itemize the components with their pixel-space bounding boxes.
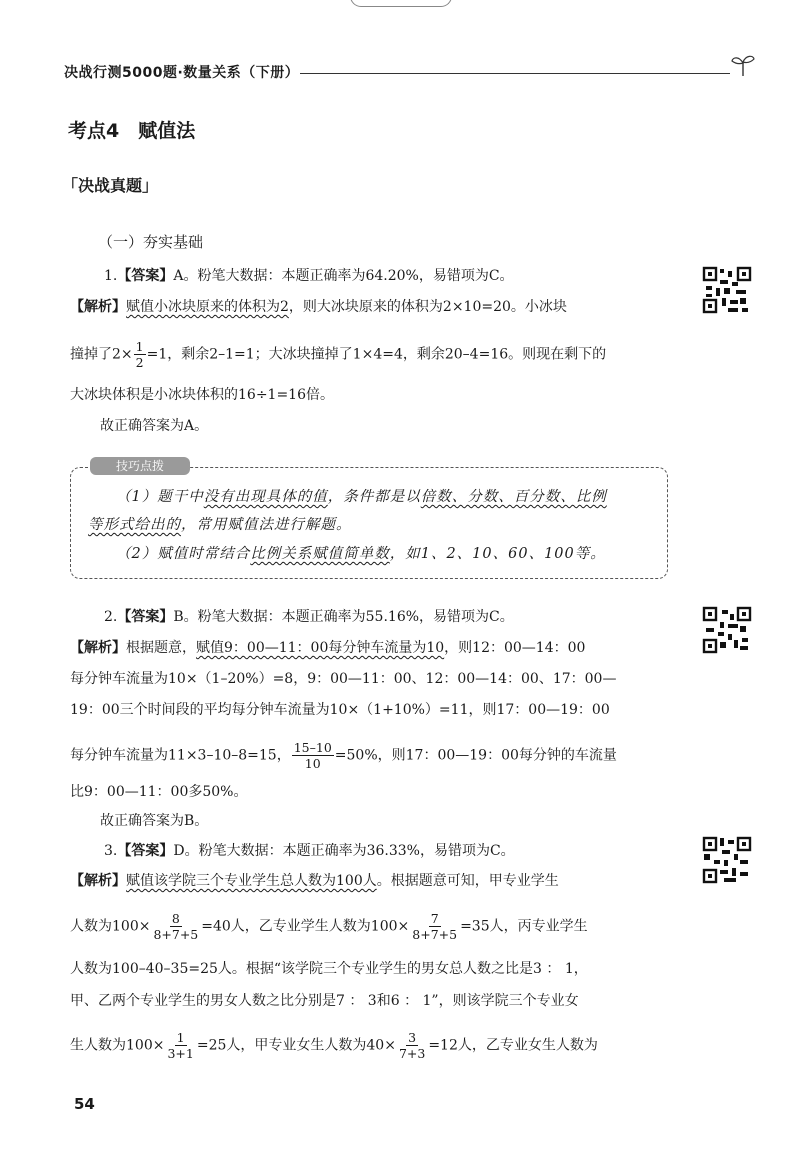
book-title: 决战行测5000题·数量关系（下册）: [64, 65, 300, 81]
q3-analysis-line3: 人数为100–40–35=25人。根据“该学院三个专业学生的男女总人数之比是3 ： 1，: [70, 961, 588, 977]
q3-analysis-line1: 【解析】赋值该学院三个专业学生总人数为100人。根据题意可知，甲专业学生: [70, 873, 559, 889]
q2-answer: 2.【答案】B。粉笔大数据：本题正确率为55.16%，易错项为C。: [104, 609, 514, 625]
qr-code-icon[interactable]: [702, 836, 752, 884]
q2-analysis-line1: 【解析】根据题意，赋值9：00—11：00每分钟车流量为10，则12：00—14：00: [70, 640, 586, 656]
tips-badge: 技巧点拨: [90, 457, 190, 475]
q2-analysis-line2: 每分钟车流量为10×（1–20%）=8，9：00—11：00、12：00—14：00、17：00—: [70, 671, 617, 687]
fraction: $\frac{1}{2}$: [135, 339, 144, 370]
q3-answer: 3.【答案】D。粉笔大数据：本题正确率为36.33%，易错项为C。: [104, 843, 515, 859]
q3-analysis-line2: 人数为100× $\frac{8}{8+7+5}$ =40人，乙专业学生人数为100× $\frac{7}{8+7+5}$ =35人，丙专业学生: [70, 911, 588, 942]
subsection-title: （一）夯实基础: [98, 233, 204, 251]
qr-code-icon[interactable]: [702, 266, 752, 314]
fraction: $\frac{1}{3+1}$: [167, 1030, 194, 1061]
top-ornament: [350, 0, 452, 7]
tip-line2: 等形式给出的，常用赋值法进行解题。: [88, 517, 352, 533]
tip-line3: （2）赋值时常结合比例关系赋值简单数，如1、2、10、60、100等。: [116, 546, 606, 562]
fraction: $\frac{8}{8+7+5}$: [153, 911, 199, 942]
fraction: $\frac{3}{7+3}$: [398, 1030, 426, 1061]
qr-code-icon[interactable]: [702, 606, 752, 654]
q1-analysis-line3: 大冰块体积是小冰块体积的16÷1=16倍。: [70, 387, 334, 403]
fraction: $\frac{7}{8+7+5}$: [412, 911, 458, 942]
block-title: 「决战真题」: [62, 176, 159, 195]
page-number: 54: [74, 1095, 95, 1113]
q2-conclusion: 故正确答案为B。: [100, 813, 209, 829]
q1-analysis-line1: 【解析】赋值小冰块原来的体积为2，则大冰块原来的体积为2×10=20。小冰块: [70, 299, 567, 315]
q3-analysis-line4: 甲、乙两个专业学生的男女人数之比分别是7 ： 3和6 ： 1”，则该学院三个专业女: [70, 993, 579, 1009]
q3-analysis-line5: 生人数为100× $\frac{1}{3+1}$ =25人，甲专业女生人数为40× $\frac{3}{7+3}$ =12人，乙专业女生人数为: [70, 1030, 598, 1061]
section-title: 考点4 赋值法: [68, 120, 196, 142]
q1-answer: 1.【答案】A。粉笔大数据：本题正确率为64.20%，易错项为C。: [104, 268, 514, 284]
q2-analysis-line4: 每分钟车流量为11×3–10–8=15， $\frac{15-10}{10}$ =50%，则17：00—19：00每分钟的车流量: [70, 740, 617, 771]
q1-analysis-line2: 撞掉了2× $\frac{1}{2}$ =1，剩余2–1=1；大冰块撞掉了1×4=4，剩余20–4=16。则现在剩下的: [70, 339, 607, 370]
q2-analysis-line3: 19：00三个时间段的平均每分钟车流量为10×（1+10%）=11，则17：00—19：00: [70, 702, 610, 718]
fraction: $\frac{15-10}{10}$: [293, 740, 332, 771]
sprout-icon: [730, 52, 756, 78]
tip-line1: （1）题干中没有出现具体的值，条件都是以倍数、分数、百分数、比例: [116, 489, 607, 505]
q2-analysis-line5: 比9：00—11：00多50%。: [70, 784, 248, 800]
header-rule: [300, 73, 730, 74]
q1-conclusion: 故正确答案为A。: [100, 418, 209, 434]
